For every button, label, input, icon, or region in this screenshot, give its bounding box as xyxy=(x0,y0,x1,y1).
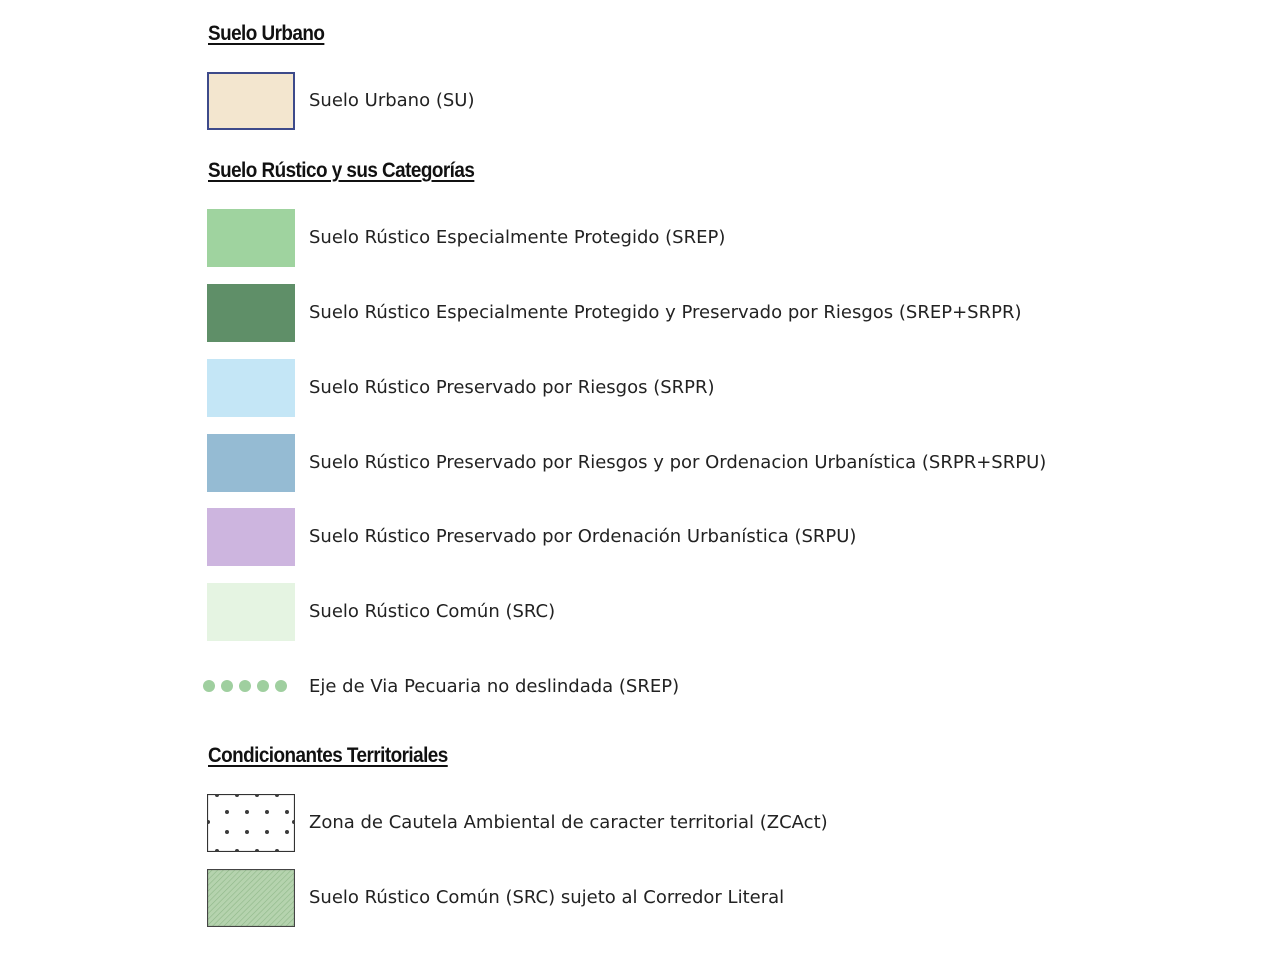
legend-label-srpr: Suelo Rústico Preservado por Riesgos (SRPR) xyxy=(309,377,715,398)
swatch-srep xyxy=(207,209,295,267)
legend-label-srep: Suelo Rústico Especialmente Protegido (SREP) xyxy=(309,227,726,248)
swatch-zcact xyxy=(207,794,295,852)
legend-label-srep-srpr: Suelo Rústico Especialmente Protegido y Preservado por Riesgos (SREP+SRPR) xyxy=(309,302,1022,323)
swatch-src-corredor xyxy=(207,869,295,927)
dot-icon xyxy=(203,680,215,692)
legend-item-src xyxy=(0,583,1280,643)
swatch-su xyxy=(207,72,295,130)
swatch-srep-srpr xyxy=(207,284,295,342)
dotted-line-symbol xyxy=(201,680,291,694)
swatch-src xyxy=(207,583,295,641)
legend-item-srpr-srpu xyxy=(0,434,1280,494)
legend-item-src-corredor xyxy=(0,869,1280,929)
heading-suelo-urbano: Suelo Urbano xyxy=(208,22,325,45)
legend-label-su: Suelo Urbano (SU) xyxy=(309,90,475,111)
legend-label-via-pecuaria: Eje de Via Pecuaria no deslindada (SREP) xyxy=(309,676,680,697)
heading-condicionantes: Condicionantes Territoriales xyxy=(208,744,448,767)
dot-icon xyxy=(257,680,269,692)
legend-item-zcact xyxy=(0,794,1280,854)
legend-item-srep xyxy=(0,209,1280,269)
swatch-srpr-srpu xyxy=(207,434,295,492)
legend-label-src-corredor: Suelo Rústico Común (SRC) sujeto al Corredor Literal xyxy=(309,887,785,908)
legend-label-src: Suelo Rústico Común (SRC) xyxy=(309,601,556,622)
legend-item-su xyxy=(0,72,1280,132)
legend-label-srpu: Suelo Rústico Preservado por Ordenación Urbanística (SRPU) xyxy=(309,526,857,547)
swatch-srpu xyxy=(207,508,295,566)
dot-icon xyxy=(239,680,251,692)
swatch-srpr xyxy=(207,359,295,417)
legend-label-zcact: Zona de Cautela Ambiental de caracter territorial (ZCAct) xyxy=(309,812,828,833)
heading-suelo-rustico: Suelo Rústico y sus Categorías xyxy=(208,159,475,182)
legend-item-srpu xyxy=(0,508,1280,568)
legend-item-srpr xyxy=(0,359,1280,419)
dot-icon xyxy=(275,680,287,692)
legend-item-via-pecuaria xyxy=(0,658,1280,718)
dot-icon xyxy=(221,680,233,692)
legend-item-srep-srpr xyxy=(0,284,1280,344)
legend-label-srpr-srpu: Suelo Rústico Preservado por Riesgos y por Ordenacion Urbanística (SRPR+SRPU) xyxy=(309,452,1047,473)
